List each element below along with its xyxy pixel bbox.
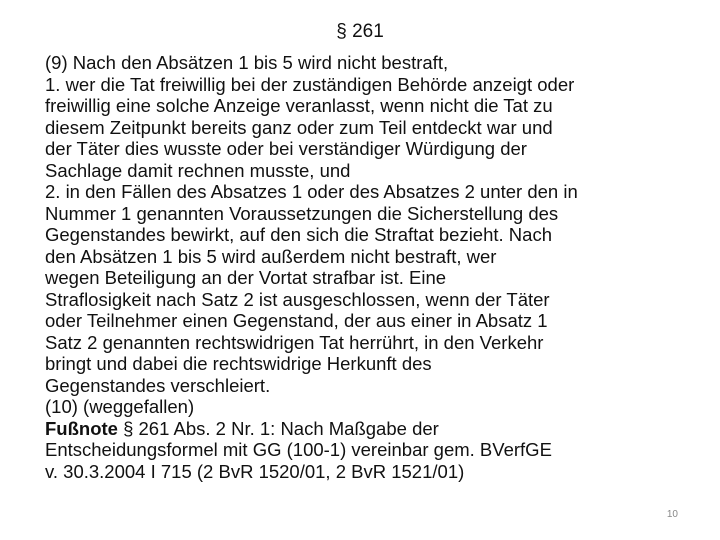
text-line: (10) (weggefallen): [45, 396, 195, 417]
text-line: Entscheidungsformel mit GG (100-1) vereinbar gem. BVerfGE: [45, 439, 552, 460]
text-line: 2. in den Fällen des Absatzes 1 oder des Absatzes 2 unter den in: [45, 181, 578, 202]
text-line: den Absätzen 1 bis 5 wird außerdem nicht bestraft, wer: [45, 245, 497, 267]
section-heading: § 261: [336, 21, 384, 42]
text-line: Gegenstandes verschleiert.: [45, 374, 271, 396]
document-body: [45, 52, 685, 482]
text-line: der Täter dies wusste oder bei verständiger Würdigung der: [45, 138, 527, 159]
list-item-1: [45, 74, 685, 182]
footnote: [45, 418, 685, 483]
text-line: 1. wer die Tat freiwillig bei der zuständigen Behörde anzeigt oder: [45, 73, 575, 95]
text-line: Sachlage damit rechnen musste, und: [45, 159, 351, 181]
text-line: Straflosigkeit nach Satz 2 ist ausgeschlossen, wenn der Täter: [45, 288, 550, 310]
text-line: wegen Beteiligung an der Vortat strafbar ist. Eine: [45, 267, 447, 288]
footnote-text: § 261 Abs. 2 Nr. 1: Nach Maßgabe der: [117, 417, 439, 439]
text-line: Satz 2 genannten rechtswidrigen Tat herrührt, in den Verkehr: [45, 331, 544, 353]
text-line: Nummer 1 genannten Voraussetzungen die Sicherstellung des: [45, 202, 559, 224]
text-line: Gegenstandes bewirkt, auf den sich die Straftat bezieht. Nach: [45, 224, 552, 245]
text-line: freiwillig eine solche Anzeige veranlasst, wenn nicht die Tat zu: [45, 95, 553, 116]
text-line: oder Teilnehmer einen Gegenstand, der aus einer in Absatz 1: [45, 310, 548, 331]
paragraph-9-intro: [45, 52, 685, 74]
text-line: v. 30.3.2004 I 715 (2 BvR 1520/01, 2 BvR 1521/01): [45, 460, 465, 482]
text-line: [45, 417, 685, 440]
paragraph-10: [45, 396, 685, 418]
text-line: bringt und dabei die rechtswidrige Herkunft des: [45, 353, 432, 374]
text-line: diesem Zeitpunkt bereits ganz oder zum Teil entdeckt war und: [45, 116, 553, 138]
footnote-label: Fußnote: [45, 417, 118, 439]
text-line: (9) Nach den Absätzen 1 bis 5 wird nicht bestraft,: [45, 52, 449, 73]
slide-number: 10: [666, 509, 678, 520]
list-item-2: [45, 181, 685, 396]
